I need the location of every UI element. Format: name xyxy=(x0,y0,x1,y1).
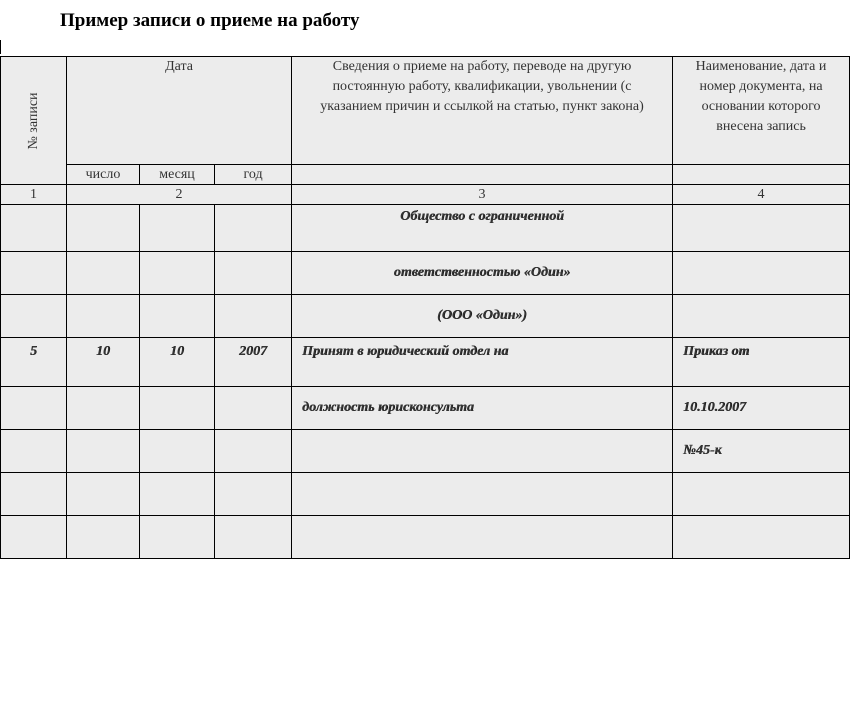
empty-cell xyxy=(673,295,850,338)
empty-cell xyxy=(1,473,67,516)
empty-cell xyxy=(215,252,292,295)
column-number: 3 xyxy=(292,185,673,205)
page-title: Пример записи о приеме на работу xyxy=(60,10,360,31)
header-record-no-cell xyxy=(1,57,67,185)
empty-cell xyxy=(673,473,850,516)
empty-cell xyxy=(1,205,67,252)
header-month: месяц xyxy=(140,165,215,185)
empty-cell xyxy=(67,516,140,559)
empty-cell xyxy=(67,387,140,430)
empty-cell xyxy=(1,295,67,338)
empty-cell xyxy=(292,473,673,516)
empty-cell xyxy=(1,430,67,473)
empty-cell xyxy=(673,165,850,185)
entry-document-line: Приказ от xyxy=(673,338,850,387)
empty-cell xyxy=(215,430,292,473)
empty-cell xyxy=(140,516,215,559)
work-book-table xyxy=(0,56,850,559)
empty-cell xyxy=(67,252,140,295)
company-name-line: Общество с ограниченной xyxy=(292,205,673,252)
header-day: число xyxy=(67,165,140,185)
empty-cell xyxy=(140,387,215,430)
empty-cell xyxy=(67,430,140,473)
header-date: Дата xyxy=(67,57,292,165)
company-name-line: (ООО «Один») xyxy=(292,295,673,338)
entry-document-line: №45-к xyxy=(673,430,850,473)
empty-cell xyxy=(215,205,292,252)
empty-cell xyxy=(292,430,673,473)
empty-cell xyxy=(292,516,673,559)
empty-cell xyxy=(215,295,292,338)
empty-cell xyxy=(673,205,850,252)
empty-cell xyxy=(292,165,673,185)
empty-cell xyxy=(67,205,140,252)
empty-cell xyxy=(67,473,140,516)
empty-cell xyxy=(140,252,215,295)
entry-year: 2007 xyxy=(215,338,292,387)
entry-record-no: 5 xyxy=(1,338,67,387)
header-info: Сведения о приеме на работу, переводе на другую постоянную работу, квалификации, увольнении (с указанием причин и ссылкой на статью, пункт закона) xyxy=(292,57,673,165)
header-document: Наименование, дата и номер документа, на основании которого внесена запись xyxy=(673,57,850,165)
empty-cell xyxy=(673,252,850,295)
empty-cell xyxy=(67,295,140,338)
entry-info-line: должность юрисконсульта xyxy=(292,387,673,430)
header-record-no: № записи xyxy=(25,91,41,150)
empty-cell xyxy=(140,430,215,473)
empty-cell xyxy=(1,387,67,430)
empty-cell xyxy=(1,252,67,295)
entry-month: 10 xyxy=(140,338,215,387)
empty-cell xyxy=(215,473,292,516)
company-name-line: ответственностью «Один» xyxy=(292,252,673,295)
empty-cell xyxy=(140,295,215,338)
empty-cell xyxy=(1,516,67,559)
margin-mark xyxy=(0,40,1,54)
empty-cell xyxy=(215,516,292,559)
entry-day: 10 xyxy=(67,338,140,387)
entry-document-line: 10.10.2007 xyxy=(673,387,850,430)
column-number: 1 xyxy=(1,185,67,205)
column-number: 4 xyxy=(673,185,850,205)
column-number: 2 xyxy=(67,185,292,205)
header-year: год xyxy=(215,165,292,185)
empty-cell xyxy=(215,387,292,430)
entry-info-line: Принят в юридический отдел на xyxy=(292,338,673,387)
empty-cell xyxy=(140,473,215,516)
empty-cell xyxy=(140,205,215,252)
empty-cell xyxy=(673,516,850,559)
